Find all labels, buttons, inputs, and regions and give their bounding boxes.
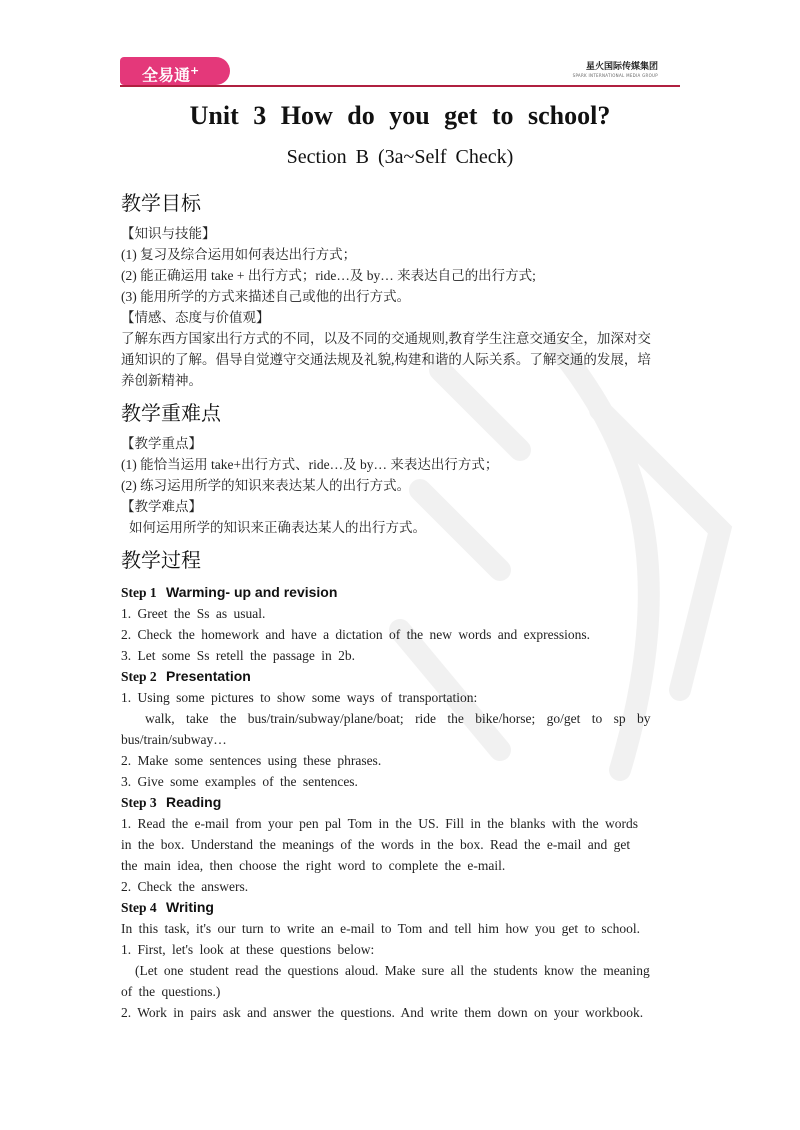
- difficulty-label: 【教学难点】: [121, 499, 202, 514]
- publisher-brand: [573, 62, 658, 79]
- knowledge-item: (3) 能用所学的方式来描述自己或他的出行方式。: [121, 289, 411, 304]
- step-line: 2. Check the answers.: [121, 879, 249, 894]
- step-name: Reading: [166, 794, 222, 810]
- knowledge-item: (1) 复习及综合运用如何表达出行方式；: [121, 247, 357, 262]
- attitude-label: 【情感、态度与价值观】: [121, 310, 270, 325]
- step-name: Writing: [166, 899, 214, 915]
- page-title: Unit 3 How do you get to school?: [189, 101, 611, 130]
- document-body: [121, 187, 679, 1023]
- step-heading: [121, 897, 679, 918]
- page-subtitle: Section B (3a~Self Check): [286, 146, 514, 168]
- step-line: bus/train/subway…: [121, 732, 227, 747]
- step-label: Step 3: [121, 795, 157, 810]
- objectives-heading: 教学目标: [121, 191, 201, 215]
- publisher-name-cn: 星火国际传媒集团: [585, 62, 658, 72]
- step-line: of the questions.): [121, 984, 221, 999]
- step-line: walk, take the bus/train/subway/plane/boat; ride the bike/horse; go/get to sp by: [145, 711, 651, 726]
- knowledge-label: 【知识与技能】: [121, 226, 216, 241]
- header-divider: [120, 85, 680, 87]
- step-line: 1. Using some pictures to show some ways of transportation:: [121, 690, 478, 705]
- step-line: In this task, it's our turn to write an e-mail to Tom and tell him how you get to school.: [121, 921, 641, 936]
- focus-item: (2) 练习运用所学的知识来表达某人的出行方式。: [121, 478, 411, 493]
- brand-logo: 全易通+: [120, 57, 230, 85]
- attitude-text-line: 养创新精神。: [121, 373, 202, 388]
- attitude-text-line: 了解东西方国家出行方式的不同，以及不同的交通规则,教育学生注意交通安全，加深对交: [121, 331, 651, 346]
- step-line: 2. Make some sentences using these phrases.: [121, 753, 382, 768]
- publisher-name-en: SPARK INTERNATIONAL MEDIA GROUP: [572, 73, 658, 78]
- focus-item: (1) 能恰当运用 take+出行方式、ride…及 by… 来表达出行方式；: [121, 457, 499, 472]
- step-line: 3. Let some Ss retell the passage in 2b.: [121, 648, 355, 663]
- knowledge-item: (2) 能正确运用 take + 出行方式；ride…及 by… 来表达自己的出行方式;: [121, 268, 536, 283]
- step-label: Step 1: [121, 585, 157, 600]
- step-name: Warming- up and revision: [166, 584, 338, 600]
- step-line: 1. Greet the Ss as usual.: [121, 606, 266, 621]
- step-line: in the box. Understand the meanings of the words in the box. Read the e-mail and get: [121, 837, 631, 852]
- step-line: (Let one student read the questions aloud. Make sure all the students know the meaning: [135, 963, 650, 978]
- step-name: Presentation: [166, 668, 251, 684]
- step-line: the main idea, then choose the right word to complete the e-mail.: [121, 858, 506, 873]
- step-heading: [121, 582, 679, 603]
- step-line: 2. Work in pairs ask and answer the questions. And write them down on your workbook.: [121, 1005, 644, 1020]
- step-label: Step 2: [121, 669, 157, 684]
- process-heading: 教学过程: [121, 548, 201, 572]
- step-heading: [121, 666, 679, 687]
- attitude-text-line: 通知识的了解。倡导自觉遵守交通法规及礼貌,构建和谐的人际关系。了解交通的发展，培: [121, 352, 651, 367]
- difficulty-text: 如何运用所学的知识来正确表达某人的出行方式。: [129, 520, 426, 535]
- page-header: [120, 55, 680, 87]
- logo-text: 全易通: [142, 65, 191, 85]
- keypoints-heading: 教学重难点: [121, 401, 221, 425]
- step-line: 2. Check the homework and have a dictation of the new words and expressions.: [121, 627, 591, 642]
- step-line: 1. First, let's look at these questions below:: [121, 942, 375, 957]
- step-line: 3. Give some examples of the sentences.: [121, 774, 358, 789]
- step-heading: [121, 792, 679, 813]
- focus-label: 【教学重点】: [121, 436, 202, 451]
- step-label: Step 4: [121, 900, 157, 915]
- step-line: 1. Read the e-mail from your pen pal Tom in the US. Fill in the blanks with the words: [121, 816, 638, 831]
